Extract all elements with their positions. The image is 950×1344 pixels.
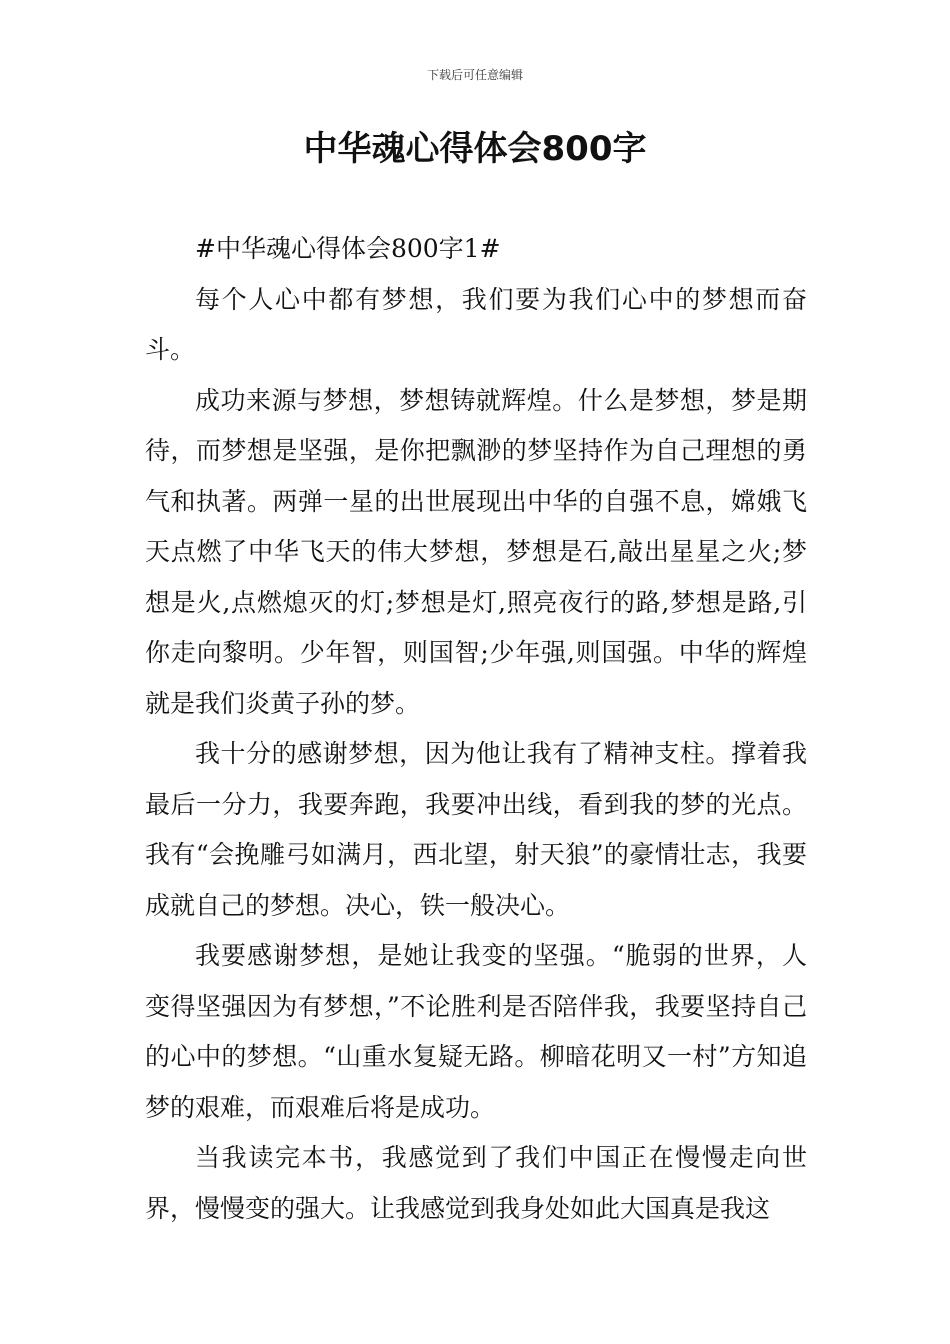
paragraph: 当我读完本书，我感觉到了我们中国正在慢慢走向世界，慢慢变的强大。让我感觉到我身处如此大国真是我这: [145, 1143, 807, 1223]
document-title: 中华魂心得体会800字: [303, 129, 647, 169]
document-body: [145, 224, 807, 1234]
paragraph: 成功来源与梦想，梦想铸就辉煌。什么是梦想，梦是期待，而梦想是坚强，是你把飘渺的梦坚持作为自己理想的勇气和执著。两弹一星的出世展现出中华的自强不息，嫦娥飞天点燃了中华飞天的伟大梦想，梦想是石,敲出星星之火;梦想是火,点燃熄灭的灯;梦想是灯,照亮夜行的路,梦想是路,引你走向黎明。少年智，则国智;少年强,则国强。中华的辉煌就是我们炎黄子孙的梦。: [145, 385, 807, 718]
header-note: 下载后可任意编辑: [426, 68, 523, 82]
paragraph: 我要感谢梦想，是她让我变的坚强。“脆弱的世界，人变得坚强因为有梦想，”不论胜利是否陪伴我，我要坚持自己的心中的梦想。“山重水复疑无路。柳暗花明又一村”方知追梦的艰难，而艰难后将是成功。: [145, 941, 807, 1122]
paragraph: 每个人心中都有梦想，我们要为我们心中的梦想而奋斗。: [145, 284, 807, 364]
paragraph: 我十分的感谢梦想，因为他让我有了精神支柱。撑着我最后一分力，我要奔跑，我要冲出线，看到我的梦的光点。我有“会挽雕弓如满月，西北望，射天狼”的豪情壮志，我要成就自己的梦想。决心，铁一般决心。: [145, 739, 807, 920]
paragraph-heading: #中华魂心得体会800字1#: [195, 234, 501, 263]
